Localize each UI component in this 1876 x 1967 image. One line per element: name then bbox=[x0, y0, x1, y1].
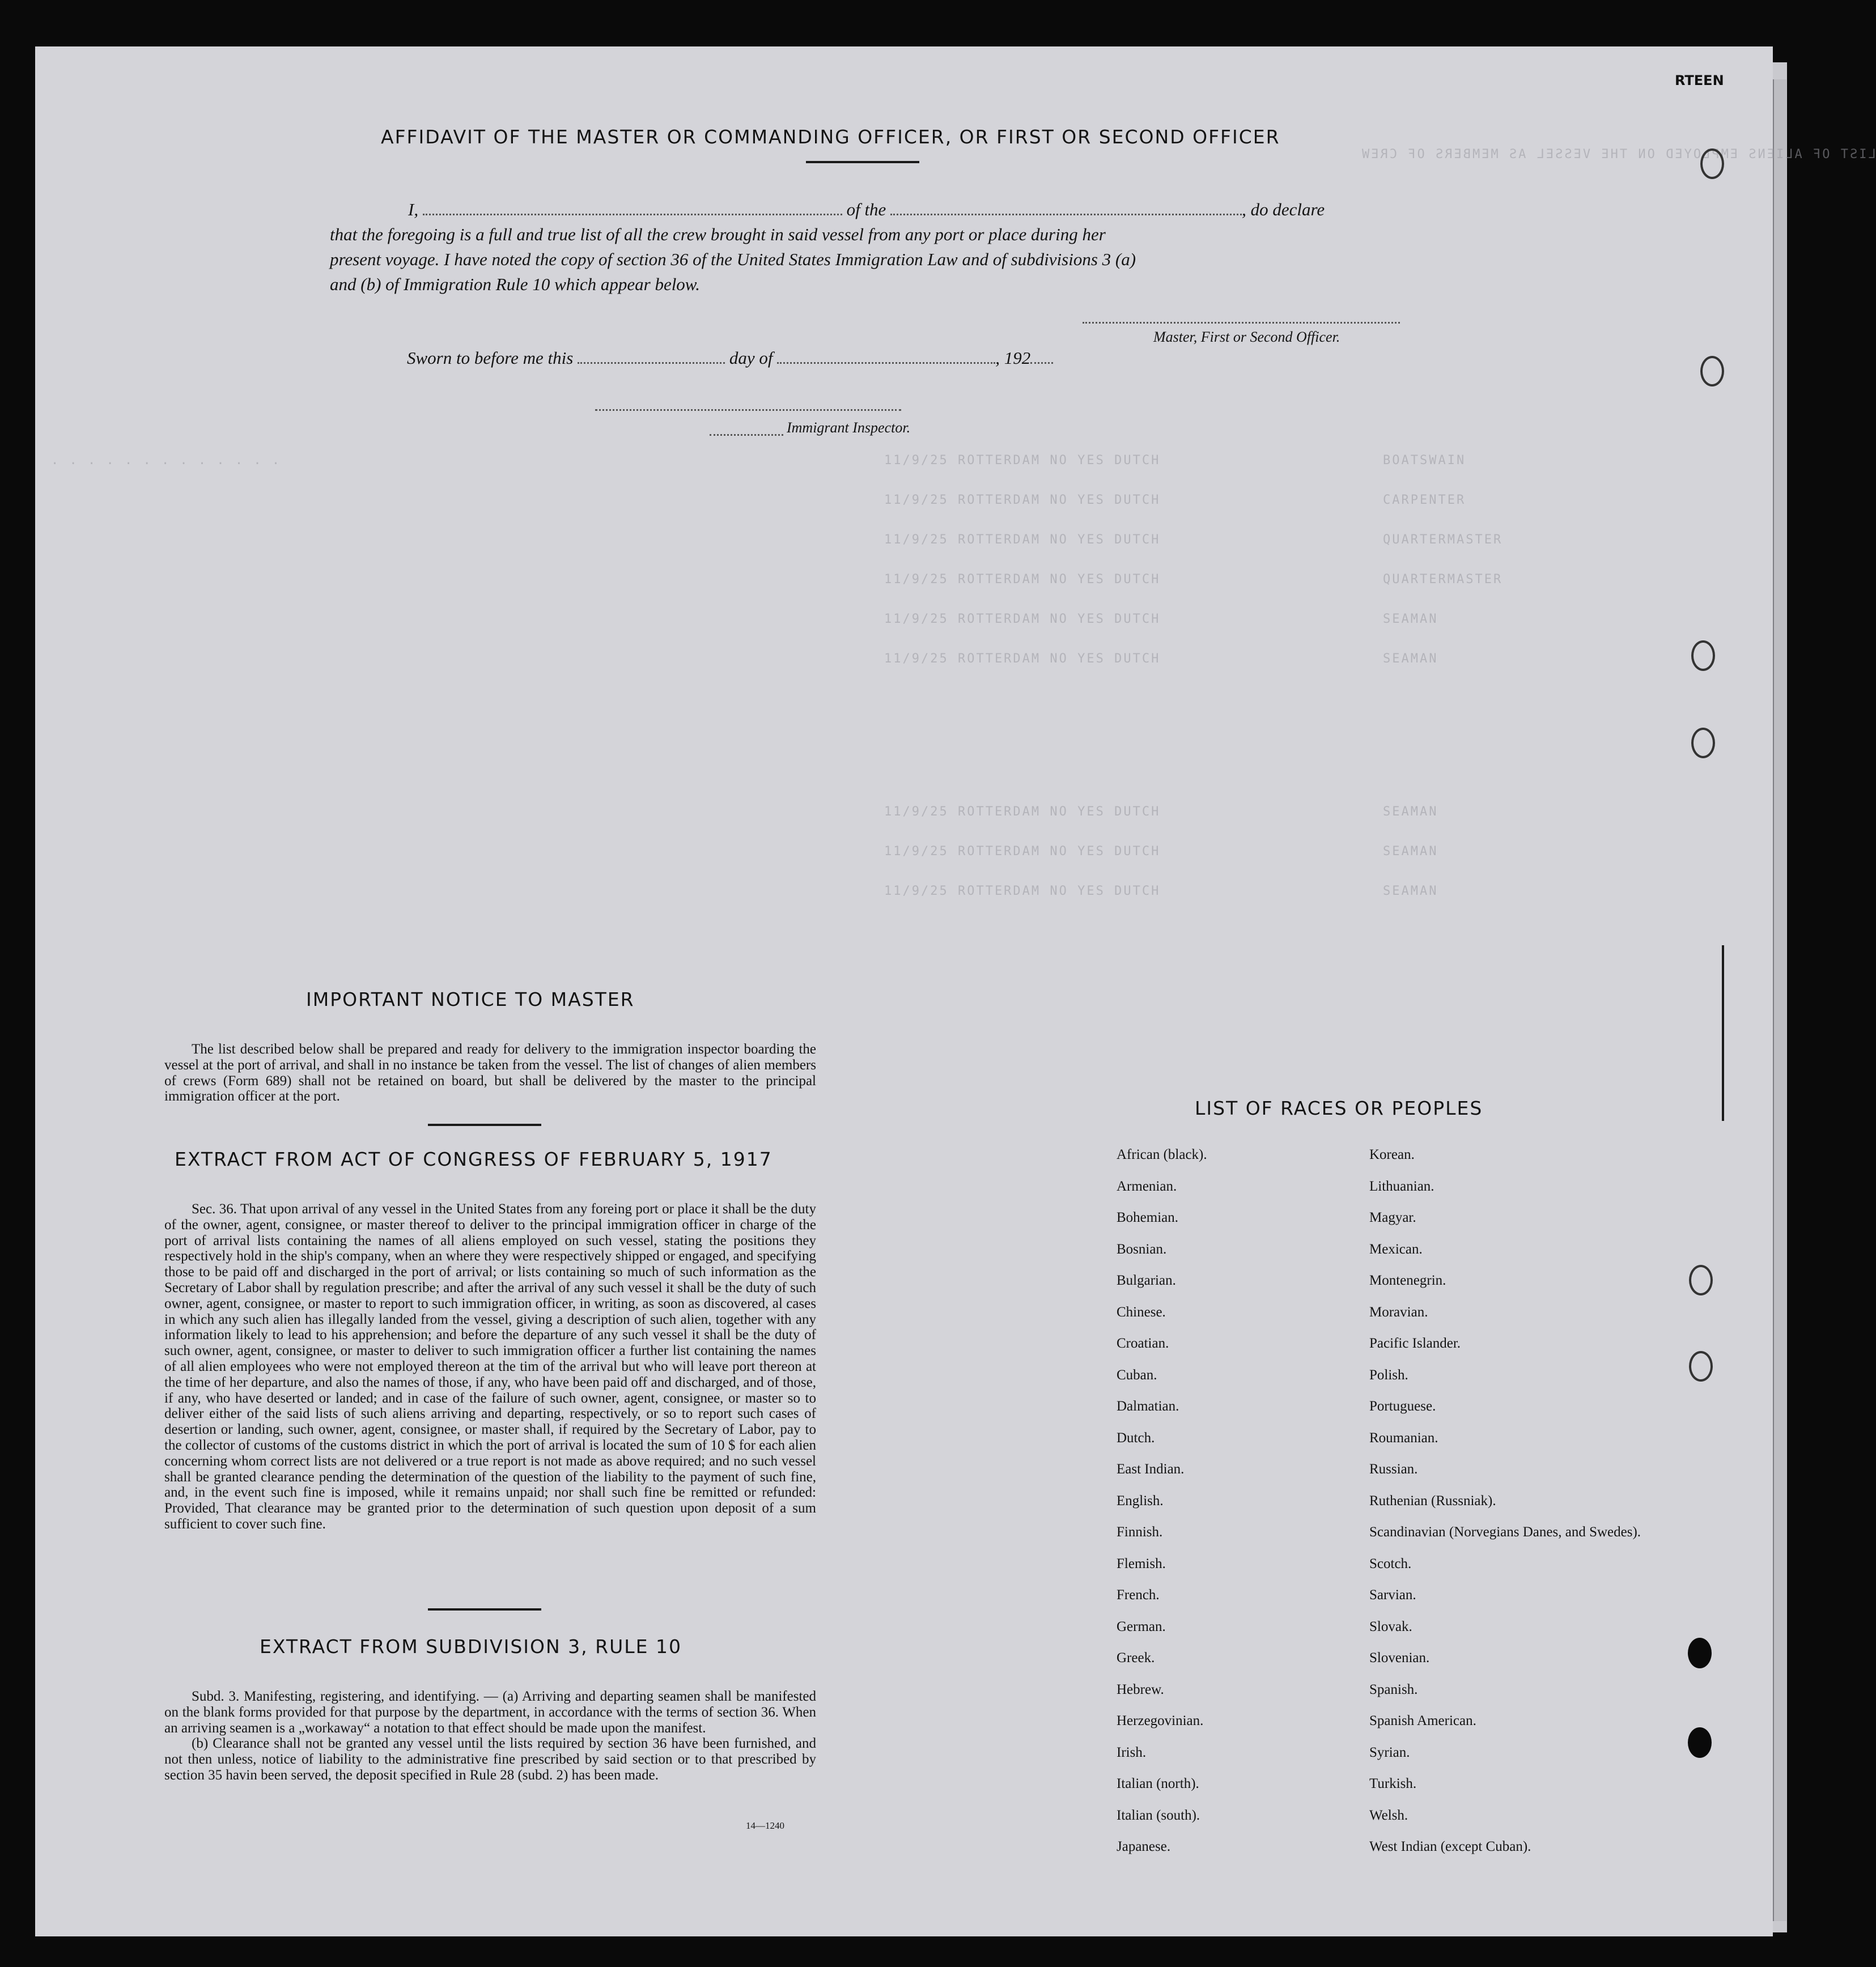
race-item: Chinese. bbox=[1117, 1304, 1166, 1320]
race-item: Scotch. bbox=[1369, 1556, 1412, 1571]
race-item: English. bbox=[1117, 1493, 1164, 1509]
signature-caption: Master, First or Second Officer. bbox=[1153, 329, 1340, 345]
underlying-page-edge-2 bbox=[1773, 79, 1786, 1921]
declaration-line1-c: , do declare bbox=[1242, 199, 1325, 219]
binder-hole-filled bbox=[1688, 1638, 1712, 1668]
race-item: Russian. bbox=[1369, 1462, 1418, 1477]
form-number: 14—1240 bbox=[746, 1820, 784, 1831]
race-item: French. bbox=[1117, 1587, 1160, 1603]
race-item: Bosnian. bbox=[1117, 1241, 1167, 1257]
race-item: Japanese. bbox=[1117, 1839, 1171, 1854]
race-item: Spanish. bbox=[1369, 1681, 1418, 1697]
declaration-line1-a: I, bbox=[408, 199, 419, 219]
affidavit-line1 bbox=[408, 199, 1325, 220]
race-item: Lithuanian. bbox=[1369, 1178, 1434, 1194]
inspector-signature-blank[interactable] bbox=[595, 409, 901, 411]
race-item: Italian (south). bbox=[1117, 1807, 1200, 1823]
sworn-line bbox=[407, 348, 1053, 368]
race-item: Greek. bbox=[1117, 1650, 1155, 1666]
rule-para-b: (b) Clearance shall not be granted any vessel until the lists required by section 36 have been furnished, and not then unless, notice of liability to the administrative fine prescribed by said section or to that prescribed by section 35 havin been served, the deposit specified in Rule 28 (subd. 2) has been made. bbox=[164, 1736, 816, 1783]
race-item: Spanish American. bbox=[1369, 1713, 1476, 1728]
affidavit-line2: that the foregoing is a full and true list of all the crew brought in said vessel from any port or place during her bbox=[330, 224, 1106, 244]
races-right-column bbox=[1369, 1139, 1641, 1863]
race-item: Italian (north). bbox=[1117, 1776, 1199, 1791]
rule-extract-title: EXTRACT FROM SUBDIVISION 3, RULE 10 bbox=[260, 1635, 682, 1658]
race-item: Roumanian. bbox=[1369, 1430, 1438, 1446]
margin-bracket-line bbox=[1722, 945, 1724, 1121]
sworn-text-c: , 192 bbox=[995, 348, 1031, 368]
rule-para-a: Subd. 3. Manifesting, registering, and identifying. — (a) Arriving and departing seamen shall be manifested on the blank forms provided for that purpose by the department, in accordance with the terms of section 36. When an arriving seamen is a „workaway“ a notation to that effect should be made upon the manifest. bbox=[164, 1689, 816, 1736]
sworn-text-b: day of bbox=[729, 348, 773, 368]
sworn-text-a: Sworn to before me this bbox=[407, 348, 574, 368]
race-item: Syrian. bbox=[1369, 1744, 1410, 1760]
race-item: African (black). bbox=[1117, 1147, 1207, 1162]
act-extract-text: Sec. 36. That upon arrival of any vessel in the United States from any foreing port or place it shall be the duty of the owner, agent, consignee, or master thereof to deliver to the principal immigration officer in charge of the port of arrival lists containing the names of all aliens employed on such vessel, stating the positions they respectively hold in the ship's company, when an where they were respectively shipped or engaged, and specifying those to be paid off and discharged in the port of arrival; or lists containing so much of such information as the Secretary of Labor shall by regulation prescribe; and after the arrival of any such vessel it shall be the duty of such owner, agent, consignee, or master to report to such immigration officer, in writing, as soon as discovered, al cases in which any such alien has illegally landed from the vessel, giving a description of such alien, together with any information likely to lead to his apprehension; and before the departure of any such vessel it shall be the duty of such owner, agent, consignee, or master to deliver to such immigration officer a further list containing the names of all alien employees who were not employed thereon at the tim of the arrival but who will leave port thereon at the time of her departure, and also the names of those, if any, who have been paid off and discharged, and of those, if any, who have deserted or landed; and in case of the failure of such owner, agent, consignee, or master so to deliver either of the said lists of such aliens arriving and departing, respectively, or so to report such cases of desertion or landing, such owner, agent, consignee, or master shall, if required by the Secretary of Labor, pay to the collector of customs of the customs district in which the port of arrival is located the sum of 10 $ for each alien concerning whom correct lists are not delivered or a true report is not made as above required; and no such vessel shall be granted clearance pending the determination of the question of the liability to the payment of such fine, and, in the event such fine is imposed, while it remains unpaid; nor shall such fine be remitted or refunded: Provided, That clearance may be granted prior to the determination of such question upon deposit of a sum sufficient to cover such fine. bbox=[164, 1201, 816, 1532]
race-item: Slovenian. bbox=[1369, 1650, 1430, 1666]
race-item: Welsh. bbox=[1369, 1807, 1408, 1823]
race-item: Magyar. bbox=[1369, 1210, 1416, 1225]
inspector-caption-leader bbox=[710, 434, 783, 436]
sworn-year-blank[interactable] bbox=[1030, 362, 1053, 364]
race-item: Bulgarian. bbox=[1117, 1273, 1176, 1288]
sworn-month-blank[interactable] bbox=[777, 362, 995, 364]
notice-text: The list described below shall be prepared and ready for delivery to the immigration inspector boarding the vessel at the port of arrival, and shall in no instance be taken from the vessel. The list of changes of alien members of crews (Form 689) shall not be retained on board, but shall be delivered by the master to the principal immigration officer at the port. bbox=[164, 1042, 816, 1104]
race-item: Ruthenian (Russniak). bbox=[1369, 1493, 1496, 1509]
race-item: Pacific Islander. bbox=[1369, 1336, 1461, 1351]
binder-hole bbox=[1700, 148, 1724, 179]
binder-hole bbox=[1689, 1351, 1713, 1382]
race-item: Hebrew. bbox=[1117, 1681, 1164, 1697]
race-item: Korean. bbox=[1369, 1147, 1415, 1162]
race-item: Armenian. bbox=[1117, 1178, 1177, 1194]
race-item: East Indian. bbox=[1117, 1462, 1185, 1477]
notice-divider bbox=[428, 1124, 541, 1126]
race-item: Sarvian. bbox=[1369, 1587, 1416, 1603]
race-item: Montenegrin. bbox=[1369, 1273, 1446, 1288]
master-signature-blank[interactable] bbox=[1083, 322, 1400, 324]
sworn-day-blank[interactable] bbox=[578, 362, 725, 364]
binder-hole bbox=[1691, 640, 1715, 671]
race-item: Finnish. bbox=[1117, 1524, 1163, 1540]
race-item: Irish. bbox=[1117, 1744, 1147, 1760]
race-item: Moravian. bbox=[1369, 1304, 1428, 1320]
act-extract-title: EXTRACT FROM ACT OF CONGRESS OF FEBRUARY 5, 1917 bbox=[175, 1148, 773, 1170]
race-item: Croatian. bbox=[1117, 1336, 1169, 1351]
affidavit-title: AFFIDAVIT OF THE MASTER OR COMMANDING OFFICER, OR FIRST OR SECOND OFFICER bbox=[381, 126, 1280, 148]
binder-hole bbox=[1691, 728, 1715, 758]
race-item: Bohemian. bbox=[1117, 1210, 1179, 1225]
races-title: LIST OF RACES OR PEOPLES bbox=[1195, 1097, 1483, 1119]
notice-title: IMPORTANT NOTICE TO MASTER bbox=[306, 988, 635, 1010]
race-item: Slovak. bbox=[1369, 1618, 1412, 1634]
act-divider bbox=[428, 1608, 541, 1611]
inspector-caption: Immigrant Inspector. bbox=[787, 419, 911, 436]
race-item: West Indian (except Cuban). bbox=[1369, 1839, 1531, 1854]
race-item: Mexican. bbox=[1369, 1241, 1423, 1257]
race-item: Flemish. bbox=[1117, 1556, 1166, 1571]
binder-hole bbox=[1700, 356, 1724, 386]
corner-page-tag: RTEEN bbox=[1675, 73, 1724, 88]
affidavit-line4: and (b) of Immigration Rule 10 which appear below. bbox=[330, 274, 700, 294]
declaration-line1-b: of the bbox=[846, 199, 886, 219]
declarant-name-blank[interactable] bbox=[423, 214, 842, 215]
notice-paragraph bbox=[164, 1042, 816, 1104]
race-item: Herzegovinian. bbox=[1117, 1713, 1204, 1728]
races-left-column bbox=[1117, 1139, 1207, 1863]
race-item: Cuban. bbox=[1117, 1367, 1157, 1383]
title-underline bbox=[806, 161, 919, 163]
race-item: Turkish. bbox=[1369, 1776, 1417, 1791]
affidavit-line3: present voyage. I have noted the copy of section 36 of the United States Immigration Law and of subdivisions 3 (a) bbox=[330, 249, 1136, 269]
race-item: Dalmatian. bbox=[1117, 1399, 1179, 1414]
race-item: Scandinavian (Norvegians Danes, and Swedes). bbox=[1369, 1524, 1641, 1540]
race-item: Dutch. bbox=[1117, 1430, 1155, 1446]
binder-hole-filled bbox=[1688, 1727, 1712, 1758]
race-item: Portuguese. bbox=[1369, 1399, 1436, 1414]
act-extract-paragraph bbox=[164, 1201, 816, 1532]
race-item: Polish. bbox=[1369, 1367, 1408, 1383]
binder-hole bbox=[1689, 1265, 1713, 1295]
vessel-name-blank[interactable] bbox=[890, 214, 1242, 215]
race-item: German. bbox=[1117, 1618, 1166, 1634]
rule-extract-paragraph bbox=[164, 1689, 816, 1783]
